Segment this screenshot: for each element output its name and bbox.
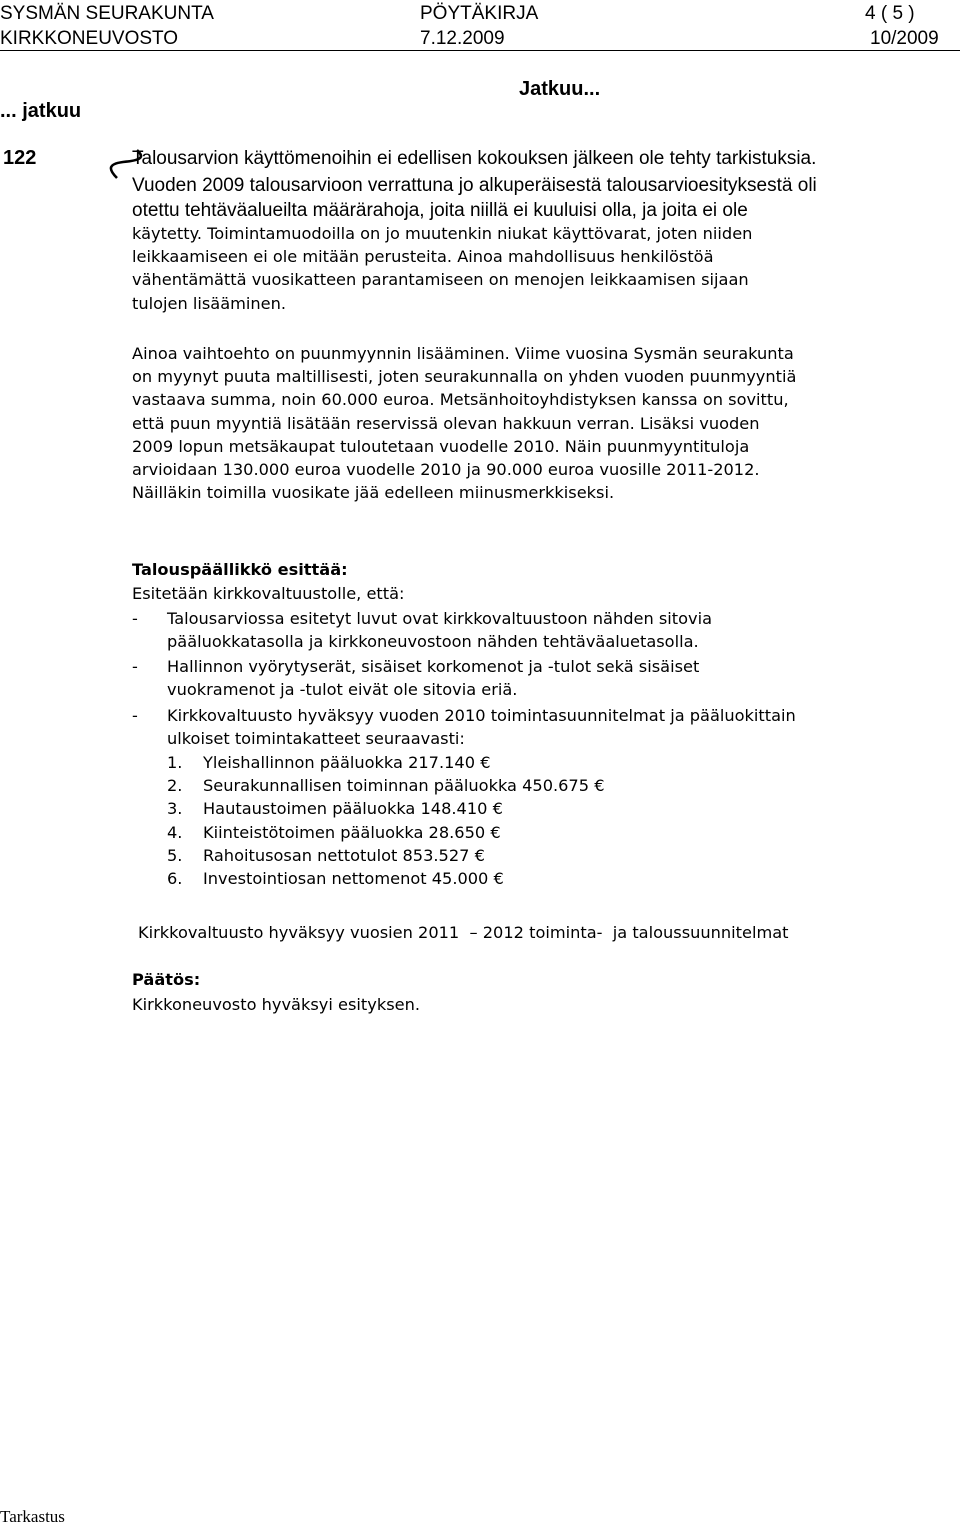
- list-item: [167, 797, 605, 820]
- section-para1: [132, 173, 960, 223]
- list-item-number: 6.: [167, 868, 183, 888]
- euro-icon: €: [474, 845, 485, 865]
- list-item: [167, 844, 605, 867]
- bullet-text: [167, 704, 796, 750]
- bullet-text: [167, 607, 712, 653]
- list-item-text: Investointiosan nettomenot 45.000: [203, 868, 489, 888]
- list-item: [167, 867, 605, 890]
- euro-icon: €: [490, 822, 501, 842]
- proposal-intro: Esitetään kirkkovaltuustolle, että:: [132, 584, 405, 603]
- section-number: 122: [3, 147, 37, 169]
- list-item-number: 4.: [167, 822, 183, 842]
- para1-line: vähentämättä vuosikatteen parantamiseen on menojen leikkaamisen sijaan: [132, 270, 749, 290]
- header-doc-type: PÖYTÄKIRJA: [420, 3, 539, 24]
- para1-line: leikkaamiseen ei ole mitään perusteita. Ainoa mahdollisuus henkilöstöä: [132, 247, 714, 267]
- header-date: 7.12.2009: [420, 28, 505, 49]
- euro-icon: €: [492, 799, 503, 819]
- decision-heading: Päätös:: [132, 970, 201, 989]
- list-item-text: Yleishallinnon pääluokka 217.140: [203, 753, 476, 772]
- list-item-text: Seurakunnallisen toiminnan pääluokka 450.675: [203, 776, 590, 796]
- bullet-line: Talousarviossa esitetyt luvut ovat kirkkovaltuustoon nähden sitovia: [167, 609, 713, 628]
- para2-line: on myynyt puuta maltillisesti, joten seurakunnalla on yhden vuoden puunmyyntiä: [132, 367, 797, 387]
- list-item: [167, 821, 605, 844]
- bullet-line: Kirkkovaltuusto hyväksyy vuoden 2010 toimintasuunnitelmat ja pääluokittain: [167, 706, 796, 725]
- para1-line: tulojen lisääminen.: [132, 293, 287, 313]
- footer-label: Tarkastus: [0, 1507, 65, 1526]
- bullet-dash: -: [132, 657, 138, 676]
- continuation-left: ... jatkuu: [0, 100, 82, 122]
- list-item-number: 1.: [167, 753, 183, 772]
- section-first-line: Talousarvion käyttömenoihin ei edellisen kokouksen jälkeen ole tehty tarkistuksia.: [132, 148, 817, 169]
- euro-icon: €: [594, 776, 605, 796]
- bullet-line: ulkoiset toimintakatteet seuraavasti:: [167, 729, 465, 749]
- header-board: KIRKKONEUVOSTO: [0, 28, 179, 49]
- header-meeting-no: 10/2009: [870, 28, 939, 49]
- list-item-number: 2.: [167, 776, 183, 796]
- euro-icon: €: [493, 868, 504, 888]
- header-rule: [0, 50, 960, 51]
- para2-line: vastaava summa, noin 60.000 euroa. Metsänhoitoyhdistyksen kanssa on sovittu,: [132, 390, 789, 410]
- list-item-text: Kiinteistötoimen pääluokka 28.650: [203, 822, 486, 842]
- para2-line: Näilläkin toimilla vuosikate jää edelleen miinusmerkkiseksi.: [132, 483, 615, 503]
- list-item: [167, 774, 605, 797]
- euro-icon: €: [480, 753, 491, 772]
- approval-text: Kirkkovaltuusto hyväksyy vuosien 2011 – 2012 toiminta- ja taloussuunnitelmat: [138, 923, 789, 942]
- para2-line: arvioidaan 130.000 euroa vuodelle 2010 ja 90.000 euroa vuosille 2011-2012.: [132, 459, 760, 479]
- numbered-list: [167, 751, 605, 890]
- para2-line: Ainoa vaihtoehto on puunmyynnin lisääminen. Viime vuosina Sysmän seurakunta: [132, 344, 794, 363]
- para2-line: että puun myyntiä lisätään reservissä olevan hakkuun verran. Lisäksi vuoden: [132, 413, 760, 433]
- bullet-dash: -: [132, 706, 138, 725]
- para1-line: otettu tehtäväalueilta määrärahoja, joita niillä ei kuuluisi olla, ja joita ei ole: [132, 200, 748, 221]
- para1-line: Vuoden 2009 talousarvioon verrattuna jo alkuperäisestä talousarvioesityksestä oli: [132, 175, 817, 196]
- list-item-number: 5.: [167, 845, 183, 865]
- list-item-text: Rahoitusosan nettotulot 853.527: [203, 845, 470, 865]
- header-org: SYSMÄN SEURAKUNTA: [0, 3, 214, 24]
- bullet-line: pääluokkatasolla ja kirkkoneuvostoon nähden tehtäväaluetasolla.: [167, 632, 699, 652]
- decision-text: Kirkkoneuvosto hyväksyi esityksen.: [132, 995, 420, 1014]
- bullet-dash: -: [132, 609, 138, 628]
- list-item: [167, 751, 605, 774]
- list-item-number: 3.: [167, 799, 183, 819]
- list-item-text: Hautaustoimen pääluokka 148.410: [203, 799, 488, 819]
- section-para1b: [132, 222, 960, 315]
- continuation-center: Jatkuu...: [519, 78, 601, 100]
- section-para2: [132, 342, 960, 504]
- header-page: 4 ( 5 ): [865, 3, 915, 24]
- para1-line: käytetty. Toimintamuodoilla on jo muutenkin niukat käyttövarat, joten niiden: [132, 224, 753, 243]
- para2-line: 2009 lopun metsäkaupat tuloutetaan vuodelle 2010. Näin puunmyyntituloja: [132, 436, 750, 456]
- bullet-line: Hallinnon vyörytyserät, sisäiset korkomenot ja -tulot sekä sisäiset: [167, 657, 700, 676]
- proposal-heading: Talouspäällikkö esittää:: [132, 560, 348, 579]
- bullet-text: [167, 655, 699, 701]
- bullet-line: vuokramenot ja -tulot eivät ole sitovia eriä.: [167, 680, 518, 700]
